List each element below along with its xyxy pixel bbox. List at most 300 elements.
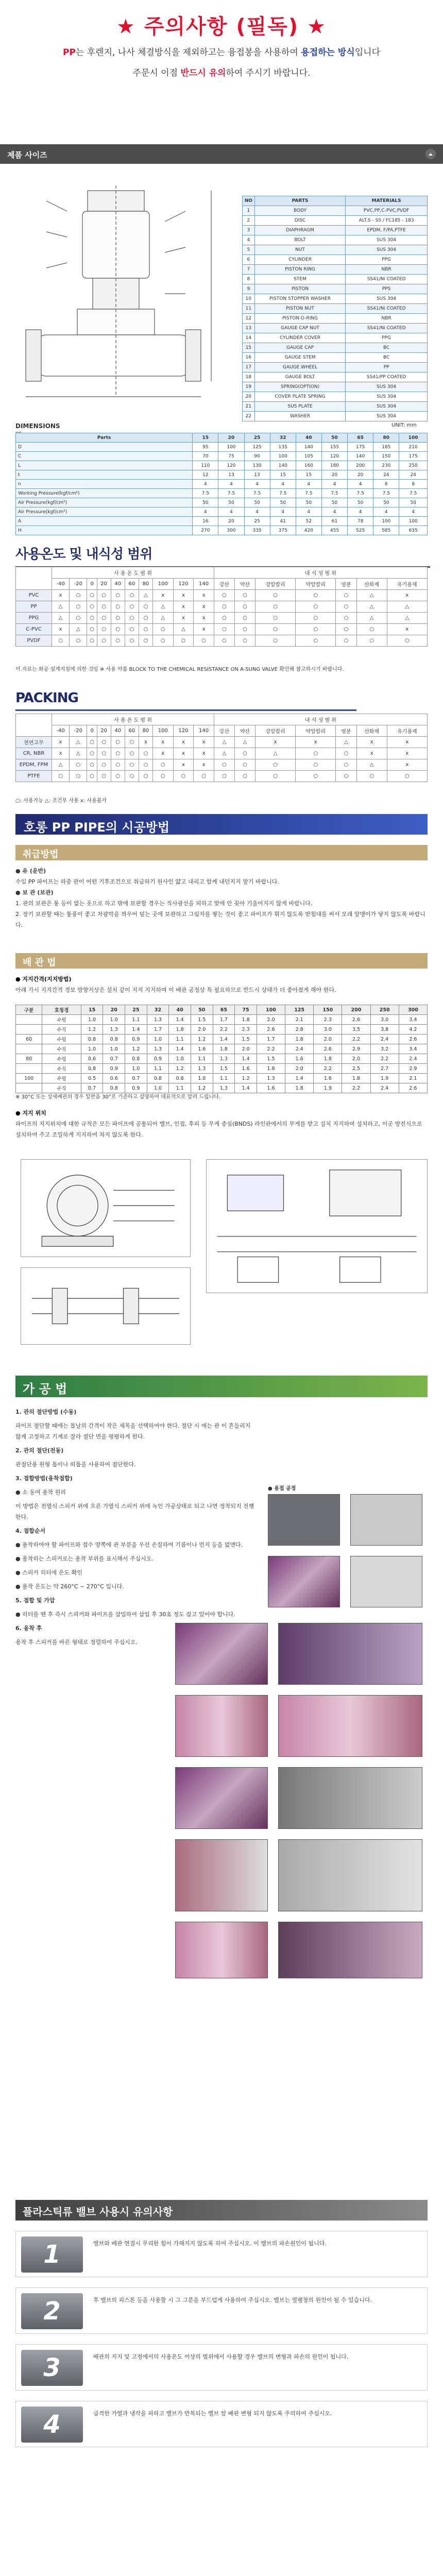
process-photo-4 — [350, 1556, 422, 1607]
mark-cell: ○ — [139, 635, 152, 647]
table-cell: 22 — [243, 412, 255, 421]
table-row — [16, 1064, 428, 1074]
section-size-header[interactable] — [0, 144, 443, 164]
table-cell: 1.1 — [147, 1064, 169, 1074]
construction-line: ● 스피커 히터에 온도 확인 — [15, 1569, 82, 1576]
mark-cell: ○ — [234, 759, 255, 771]
table-row — [243, 255, 428, 265]
table-cell: 13 — [218, 470, 244, 480]
mark-cell: ○ — [255, 635, 296, 647]
notice-box — [0, 0, 443, 134]
col-header: 75 — [235, 1005, 257, 1015]
mark-cell: x — [194, 590, 214, 601]
col-header: PARTS — [254, 196, 345, 206]
table-cell: 2.7 — [370, 1064, 399, 1074]
mark-cell: △ — [52, 759, 70, 771]
table-cell: 1.1 — [191, 1054, 213, 1064]
mark-cell: ○ — [194, 635, 214, 647]
mark-cell: ○ — [111, 601, 125, 613]
mark-cell: ○ — [70, 590, 87, 601]
construction-text — [15, 1406, 258, 1651]
table-cell: 1.3 — [147, 1044, 169, 1054]
table-cell: 2.0 — [191, 1025, 213, 1035]
col-header: 50 — [321, 433, 347, 443]
table-cell: 14 — [243, 333, 255, 343]
table-cell: SUS PLATE — [254, 402, 345, 412]
table-cell: Air Pressure(kgf/cm²) — [16, 498, 193, 507]
table-cell: 50 — [399, 498, 428, 507]
table-cell: 1.0 — [81, 1044, 103, 1054]
table-row — [16, 1035, 428, 1044]
table-row — [16, 737, 428, 748]
mark-cell: △ — [214, 748, 234, 759]
table-cell: 1.8 — [235, 1015, 257, 1025]
table-cell: 120 — [321, 452, 347, 461]
table-cell: 11 — [243, 304, 255, 314]
table-cell: 140 — [296, 443, 321, 452]
table-cell: 160 — [296, 461, 321, 470]
table-cell: 2.2 — [370, 1054, 399, 1064]
table-cell: 175 — [399, 452, 428, 461]
process-photo-12 — [278, 1839, 422, 1911]
table-cell: 1.5 — [213, 1064, 235, 1074]
mark-cell: ○ — [97, 601, 111, 613]
temp-cell: 60 — [125, 725, 139, 737]
table-cell: 수평 — [42, 1015, 81, 1025]
table-cell: 1.1 — [213, 1074, 235, 1083]
table-cell: 8 — [243, 275, 255, 284]
table-cell: 200 — [348, 461, 373, 470]
mark-cell: ○ — [255, 624, 296, 635]
mark-cell: △ — [336, 737, 356, 748]
table-row — [243, 412, 428, 421]
table-cell: 4 — [296, 507, 321, 517]
table-cell: 1.2 — [169, 1064, 191, 1074]
table-row — [16, 601, 428, 613]
table-cell: 2.9 — [399, 1064, 427, 1074]
caution-text: 후 밸브의 피스톤 등을 사용할 시 그 그분을 부드럽게 사용하여 주십시오. 밸브는 열팽창의 원인이 될 수 있습니다. — [93, 2297, 372, 2303]
mark-cell: ○ — [87, 635, 97, 647]
table-cell: Air Pressure(kgf/cm²) — [16, 507, 193, 517]
table-cell: 4 — [193, 507, 218, 517]
mark-cell: ○ — [234, 771, 255, 782]
handling-text — [15, 866, 428, 930]
col-header: 40 — [296, 433, 321, 443]
mark-cell: x — [194, 748, 214, 759]
table-cell: BC — [346, 353, 428, 363]
caution-item — [15, 2344, 428, 2391]
construction-line: ● 용착하는 스피커로는 용착 부위를 표시해서 주십시오. — [15, 1555, 154, 1562]
table-cell: 1.6 — [235, 1064, 257, 1074]
mark-cell: x — [356, 748, 387, 759]
mark-cell: △ — [52, 601, 70, 613]
mark-cell: ○ — [234, 748, 255, 759]
col-header: 25 — [125, 1005, 147, 1015]
table-cell: 18 — [243, 372, 255, 382]
table-cell: 4 — [244, 507, 270, 517]
material-cell: EPDM, FPM — [16, 759, 52, 771]
table-cell: 155 — [321, 443, 347, 452]
packing-title: PACKING — [15, 690, 78, 706]
table-row — [243, 402, 428, 412]
collapse-arrow-icon[interactable] — [425, 149, 436, 159]
mark-cell: x — [387, 759, 427, 771]
caution-text: 배관의 지지 및 고정에서의 사용온도 이상의 범위에서 사용할 경우 밸브의 변형과 파손의 원인이 됩니다. — [93, 2353, 349, 2360]
photos-label: ● 용접 공정 — [268, 1486, 296, 1492]
table-cell: CYLINDER — [254, 255, 345, 265]
mark-cell: ○ — [234, 601, 255, 613]
mark-cell: ○ — [296, 601, 336, 613]
col-header: 100 — [399, 433, 428, 443]
process-photo-14 — [278, 1922, 422, 1978]
mark-cell: x — [139, 737, 152, 748]
table-cell: 1.2 — [125, 1044, 147, 1054]
col-header: 호칭경 — [42, 1005, 81, 1015]
table-cell: 4 — [296, 480, 321, 489]
packing-legend: ○: 사용가능 △: 조건부 사용 x: 사용불가 — [15, 798, 107, 804]
mark-cell: ○ — [152, 635, 173, 647]
table-cell: 20 — [243, 392, 255, 402]
notice-title: ★ 주의사항 (필독) ★ — [116, 15, 327, 39]
table-row — [243, 245, 428, 255]
table-cell: SUS 304 — [346, 235, 428, 245]
process-photo-5 — [175, 1623, 268, 1685]
table-cell: 50 — [321, 498, 347, 507]
pipe-title: 배 관 법 — [15, 953, 428, 969]
table-cell: 1.4 — [235, 1054, 257, 1064]
table-row — [16, 748, 428, 759]
construction-line: 관절단용 원형 톱이나 띠톱을 사용하여 절단한다. — [15, 1461, 136, 1468]
table-cell: PISTON — [254, 284, 345, 294]
table-row — [16, 489, 428, 498]
table-cell: 1.3 — [213, 1083, 235, 1093]
table-cell: 2.4 — [285, 1044, 314, 1054]
support-table — [15, 1005, 428, 1093]
chem-cell: 약산 — [234, 579, 255, 590]
table-cell: 230 — [373, 461, 399, 470]
table-cell: 140 — [270, 461, 296, 470]
mark-cell: ○ — [234, 624, 255, 635]
table-cell: 50 — [270, 498, 296, 507]
mark-cell: ○ — [52, 771, 70, 782]
table-cell: SUS 304 — [346, 245, 428, 255]
construction-line: ● 히터를 뗀 후 즉시 스피커와 파이프를 삽입하여 삽입 후 30초 정도 잡고 있어야 합니다. — [15, 1611, 235, 1618]
mark-cell: ○ — [214, 771, 234, 782]
table-cell: 2.6 — [257, 1025, 285, 1035]
table-cell: 2.5 — [342, 1064, 370, 1074]
col-header: 250 — [370, 1005, 399, 1015]
table-cell: 24 — [399, 470, 428, 480]
chem-cell: 유기용제 — [387, 725, 427, 737]
table-cell: 15 — [296, 470, 321, 480]
temp-header: 사 용 온 도 범 위 — [52, 714, 214, 725]
table-row — [16, 1044, 428, 1054]
table-cell: 100 — [399, 517, 428, 526]
table-cell: 78 — [348, 517, 373, 526]
col-header: 구분 — [16, 1005, 42, 1015]
table-cell: 20 — [321, 470, 347, 480]
handling-title: 취급방법 — [15, 845, 428, 860]
mark-cell: ○ — [152, 759, 173, 771]
mark-cell: ○ — [214, 635, 234, 647]
process-photo-10 — [278, 1767, 422, 1829]
table-cell: 1.1 — [169, 1083, 191, 1093]
table-cell: STEM — [254, 275, 345, 284]
mark-cell: △ — [387, 601, 427, 613]
table-cell: 2.0 — [314, 1035, 342, 1044]
table-cell: 90 — [244, 452, 270, 461]
material-cell: PTFE — [16, 771, 52, 782]
table-row — [243, 372, 428, 382]
table-cell: 9 — [243, 284, 255, 294]
table-cell: 3.8 — [370, 1025, 399, 1035]
table-cell: 250 — [399, 461, 428, 470]
table-cell: 20 — [218, 517, 244, 526]
mark-cell: ○ — [87, 590, 97, 601]
mark-cell: ○ — [87, 601, 97, 613]
temp-cell: 0 — [87, 725, 97, 737]
table-cell: GAUGE CAP NUT — [254, 324, 345, 333]
table-cell: 95 — [193, 443, 218, 452]
table-cell: 4 — [243, 235, 255, 245]
table-cell: 50 — [373, 498, 399, 507]
col-header: 100 — [257, 1005, 285, 1015]
table-cell: A — [16, 517, 193, 526]
construction-line: 파이프 절단할 때에는 톱날의 간격이 작은 세목을 선택하여야 한다. 절단 시 에는 관 이 흔들리지 않게 고정하고 기계로 잘라 절단 면을 평평하게 한다. — [15, 1422, 251, 1440]
table-cell: SUS 304 — [346, 402, 428, 412]
mark-cell: ○ — [97, 624, 111, 635]
table-cell: 185 — [373, 443, 399, 452]
mark-cell: ○ — [125, 635, 139, 647]
table-cell: 수직 — [42, 1083, 81, 1093]
mark-cell: △ — [234, 737, 255, 748]
mark-cell: ○ — [336, 759, 356, 771]
table-row — [243, 216, 428, 226]
table-cell: 50 — [193, 498, 218, 507]
table-cell — [16, 1064, 42, 1074]
table-cell: EPDM, F/PA,PTFE — [346, 226, 428, 235]
table-cell: 100 — [218, 443, 244, 452]
chem-cell: 약알칼리 — [296, 725, 336, 737]
handling-line: ● 유 (운반) — [15, 868, 46, 874]
table-cell: DIAPHRAGM — [254, 226, 345, 235]
mark-cell: △ — [70, 737, 87, 748]
table-row — [16, 590, 428, 601]
handling-line: 2. 장기 보관할 때는 통풍이 좋고 차광막을 씌우어 덮는 곳에 보관하고 그림자를 쌓는 것이 좋고 파이프가 휘지 않도록 받침대를 써서 모래 알맹이가 닿지 않도록 바랍니다. — [15, 911, 425, 928]
table-cell — [16, 1083, 42, 1093]
construction-line: 5. 접합 및 가압 — [15, 1597, 55, 1604]
table-cell: 수직 — [42, 1025, 81, 1035]
col-header: 80 — [373, 433, 399, 443]
table-cell: 0.7 — [81, 1083, 103, 1093]
mark-cell: ○ — [97, 759, 111, 771]
table-cell: 4 — [270, 480, 296, 489]
mark-cell: x — [52, 737, 70, 748]
mark-cell: ○ — [214, 624, 234, 635]
table-cell: 15 — [270, 470, 296, 480]
table-cell: 7 — [243, 265, 255, 275]
table-cell: 16 — [243, 353, 255, 363]
table-cell: 2.1 — [285, 1015, 314, 1025]
table-cell: 0.7 — [125, 1074, 147, 1083]
table-cell: 635 — [399, 526, 428, 535]
table-cell: PISTON STOPPER WASHER — [254, 294, 345, 304]
mark-cell: ○ — [97, 613, 111, 624]
mark-cell: x — [173, 601, 194, 613]
support-sketch-right — [206, 1159, 428, 1293]
table-cell: 180 — [321, 461, 347, 470]
mark-cell: ○ — [387, 635, 427, 647]
mark-cell: x — [387, 590, 427, 601]
table-cell: SS41/Ni COATED — [346, 324, 428, 333]
caution-title: 플라스틱류 밸브 사용시 유의사항 — [15, 2200, 428, 2221]
table-cell: 1.2 — [191, 1035, 213, 1044]
table-cell: 50 — [296, 498, 321, 507]
table-cell: SS41/PP COATED — [346, 372, 428, 382]
table-cell: 2.6 — [314, 1044, 342, 1054]
material-cell: PVC — [16, 590, 52, 601]
table-cell: 1.8 — [342, 1074, 370, 1083]
col-header: 65 — [348, 433, 373, 443]
construction-line: ● 용착하여야 할 파이프와 접수 양쪽에 관 부분을 우선 손질하여 기름이나 먼지 등을 없앤다. — [15, 1541, 243, 1548]
col-header: 15 — [81, 1005, 103, 1015]
temp-header: 사 용 온 도 범 위 — [52, 567, 214, 579]
table-cell: BODY — [254, 206, 345, 216]
table-cell: 17 — [243, 363, 255, 372]
mark-cell: ○ — [87, 771, 97, 782]
table-cell: 7.5 — [270, 489, 296, 498]
chem-cell: 강산 — [214, 579, 234, 590]
mark-cell: x — [255, 737, 296, 748]
table-row — [16, 1025, 428, 1035]
table-cell: 52 — [296, 517, 321, 526]
resistance-title: 사용온도 및 내식성 범위 — [15, 544, 152, 563]
table-cell: 8 — [399, 480, 428, 489]
table-cell: 수직 — [42, 1064, 81, 1074]
table-cell: 0.9 — [103, 1064, 125, 1074]
table-cell: 2.2 — [213, 1025, 235, 1035]
mark-cell: △ — [356, 590, 387, 601]
mark-cell: x — [152, 748, 173, 759]
mark-cell: ○ — [87, 624, 97, 635]
table-cell: 1.7 — [147, 1025, 169, 1035]
table-cell: 1.0 — [147, 1083, 169, 1093]
mark-cell: x — [152, 737, 173, 748]
table-cell: 1.8 — [169, 1025, 191, 1035]
construction-line: 2. 관의 절단(전동) — [15, 1447, 64, 1454]
table-cell: 12 — [243, 314, 255, 324]
table-cell: 1.9 — [370, 1074, 399, 1083]
handling-line: 1. 관의 보관은 통 등이 없는 옷으로 하고 밖에 보관할 경우는 직사광선을 피하고 맞에 안 꽂아 기울어지지 않게 바랍니다. — [15, 900, 313, 907]
caution-number: 4 — [21, 2406, 83, 2443]
mark-cell: ○ — [139, 613, 152, 624]
table-row — [16, 635, 428, 647]
support-note: ※ 30°C 또는 상세배관의 경우 일반을 30°로 기준하고 설명하여 대표적으로 알려 드립니다. — [15, 1094, 221, 1100]
table-cell: 4 — [373, 507, 399, 517]
mark-cell: ○ — [70, 771, 87, 782]
caution-text: 밸브와 배관 연결시 무리한 힘이 가해지지 않도록 하여 주십시오. 이 밸브의 파손원인이 됩니다. — [93, 2240, 327, 2247]
mark-cell: x — [52, 748, 70, 759]
table-row — [243, 363, 428, 372]
table-cell: SUS 304 — [346, 392, 428, 402]
mark-cell: ○ — [87, 613, 97, 624]
table-cell: NBR — [346, 314, 428, 324]
mark-cell: ○ — [356, 635, 387, 647]
caution-number: 3 — [21, 2350, 83, 2386]
mark-cell: ○ — [356, 771, 387, 782]
mark-cell: ○ — [125, 759, 139, 771]
mark-cell: ○ — [336, 601, 356, 613]
mark-cell: x — [173, 590, 194, 601]
table-cell: 4 — [193, 480, 218, 489]
table-cell: 335 — [244, 526, 270, 535]
table-cell: 15 — [243, 343, 255, 353]
table-cell: 0.9 — [147, 1054, 169, 1064]
table-cell: NBR — [346, 265, 428, 275]
process-photo-8 — [278, 1695, 422, 1757]
table-cell: 105 — [296, 452, 321, 461]
table-cell: 375 — [270, 526, 296, 535]
table-cell: PP — [346, 363, 428, 372]
table-cell: t — [16, 470, 193, 480]
construction-line: ● 용착 온도는 약 260°C ~ 270°C 입니다. — [15, 1583, 124, 1590]
table-cell: 1.0 — [81, 1015, 103, 1025]
mark-cell: ○ — [70, 601, 87, 613]
mark-cell: x — [194, 737, 214, 748]
col-header: 20 — [218, 433, 244, 443]
construction-line: 3. 접합방법(융착접합) — [15, 1475, 73, 1482]
handling-line: 수입 PP 파이프는 하중 판이 어떤 기후조건으로 취급하기 원사인 얇고 내리고 함께 내던지지 말기 바랍니다. — [15, 878, 280, 885]
mark-cell: ○ — [296, 624, 336, 635]
chem-cell: 유기용제 — [387, 579, 427, 590]
mark-cell: ○ — [111, 759, 125, 771]
mark-cell: △ — [152, 613, 173, 624]
table-cell: 1.2 — [81, 1025, 103, 1035]
table-cell: L — [16, 461, 193, 470]
table-cell: 60 — [16, 1035, 42, 1044]
table-cell: 3.0 — [370, 1015, 399, 1025]
temp-cell: 20 — [97, 579, 111, 590]
mark-cell: ○ — [111, 613, 125, 624]
material-cell: PP — [16, 601, 52, 613]
table-cell: 80 — [16, 1054, 42, 1064]
table-cell: 1.6 — [191, 1044, 213, 1054]
table-row — [16, 452, 428, 461]
mark-cell: ○ — [214, 759, 234, 771]
mark-cell: x — [152, 590, 173, 601]
table-cell: 2.2 — [342, 1035, 370, 1044]
mark-cell: ○ — [87, 737, 97, 748]
table-cell: 3.2 — [370, 1044, 399, 1054]
dimensions-unit: UNIT: mm — [391, 422, 417, 428]
table-row — [243, 235, 428, 245]
parts-table — [242, 196, 428, 421]
resistance-note: 이 자료는 화공 설계지침에 의한 것임 ※ 사용 약품 BLOCK TO THE CHEMICAL RESISTANCE ON A-SUNG VALVE 확인해 참고하시기 바랍니다. — [15, 667, 344, 672]
table-cell: 1.8 — [257, 1064, 285, 1074]
table-cell: 수평 — [42, 1035, 81, 1044]
table-cell: PISTON RING — [254, 265, 345, 275]
process-photo-9 — [175, 1767, 268, 1829]
table-cell: ALT.S - SS / FC185 - 183 — [346, 216, 428, 226]
mark-cell: ○ — [296, 635, 336, 647]
table-cell: 4 — [321, 480, 347, 489]
table-cell: 2.1 — [399, 1074, 427, 1083]
mark-cell: △ — [214, 737, 234, 748]
mark-cell: ○ — [87, 759, 97, 771]
table-cell: 1.3 — [213, 1054, 235, 1064]
support-sketch-bottom — [21, 1267, 191, 1345]
table-cell: 12 — [193, 470, 218, 480]
